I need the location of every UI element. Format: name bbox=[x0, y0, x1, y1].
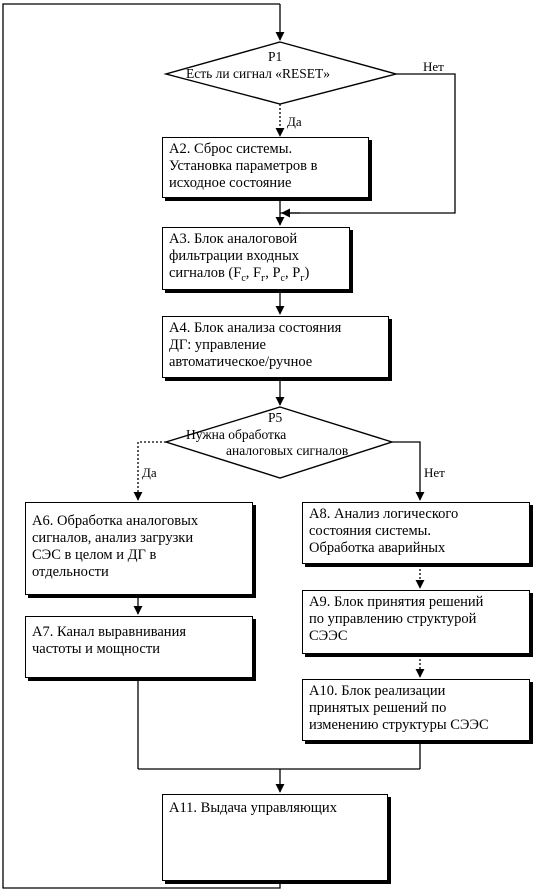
a8-line3: Обработка аварийных bbox=[309, 540, 446, 556]
a2-line1: А2. Сброс системы. bbox=[169, 141, 293, 157]
a9-line3: СЭЭС bbox=[309, 628, 348, 644]
a3-sep2: , P bbox=[265, 265, 281, 281]
a6-line3: СЭС в целом и ДГ в bbox=[32, 547, 157, 563]
a7-line2: частоты и мощности bbox=[32, 641, 160, 657]
a6-line1: А6. Обработка аналоговых bbox=[32, 513, 199, 529]
p5-question-line1: Нужна обработка bbox=[186, 427, 287, 442]
a3-line2: фильтрации входных bbox=[169, 248, 300, 264]
a7-line1: А7. Канал выравнивания bbox=[32, 624, 186, 640]
a9-line2: по управлению структурой bbox=[309, 611, 477, 627]
p5-no-line bbox=[392, 442, 420, 500]
a3-sub-fg: г bbox=[261, 272, 266, 284]
p5-question-line2: аналоговых сигналов bbox=[226, 443, 349, 458]
a3-sep1: , F bbox=[245, 265, 262, 281]
block-a7 bbox=[25, 616, 253, 678]
a4-line1: А4. Блок анализа состояния bbox=[169, 320, 342, 336]
a6-line4: отдельности bbox=[32, 564, 109, 580]
p5-id: P5 bbox=[268, 410, 283, 425]
block-a4 bbox=[162, 316, 389, 378]
p5-no-label: Нет bbox=[424, 465, 445, 480]
p1-yes-label: Да bbox=[287, 114, 302, 129]
block-a2 bbox=[162, 137, 369, 198]
block-a11 bbox=[162, 794, 388, 881]
a10-line1: А10. Блок реализации bbox=[309, 683, 446, 699]
a9-line1: А9. Блок принятия решений bbox=[309, 594, 484, 610]
a3-sep3: , P bbox=[285, 265, 301, 281]
p5-yes-label: Да bbox=[142, 465, 157, 480]
a3-sub-pc: с bbox=[280, 272, 285, 284]
block-a6 bbox=[25, 502, 253, 595]
a4-line2: ДГ: управление bbox=[169, 337, 266, 353]
p1-id: P1 bbox=[268, 49, 283, 64]
a10-line2: принятых решений по bbox=[309, 700, 447, 716]
a6-line2: сигналов, анализ загрузки bbox=[32, 530, 194, 546]
a4-line3: автоматическое/ручное bbox=[169, 354, 313, 370]
a8-line1: А8. Анализ логического bbox=[309, 506, 459, 522]
a3-line3-suffix: ) bbox=[304, 265, 310, 281]
a10-line3: изменению структуры СЭЭС bbox=[309, 717, 489, 733]
block-a8 bbox=[302, 502, 530, 564]
p1-question: Есть ли сигнал «RESET» bbox=[186, 66, 330, 81]
block-a10 bbox=[302, 679, 530, 741]
a8-line2: состояния системы. bbox=[309, 523, 432, 539]
a3-sub-fc: с bbox=[241, 272, 246, 284]
a3-line1: А3. Блок аналоговой bbox=[169, 231, 298, 247]
block-a9 bbox=[302, 590, 530, 654]
a3-line3-prefix: сигналов (F bbox=[169, 265, 242, 281]
p1-no-label: Нет bbox=[423, 59, 444, 74]
a3-line3 bbox=[169, 265, 343, 287]
a2-line2: Установка параметров в bbox=[169, 158, 318, 174]
block-a3 bbox=[162, 227, 350, 290]
a2-line3: исходное состояние bbox=[169, 175, 292, 191]
a11-line1: А11. Выдача управляющих bbox=[169, 800, 337, 816]
a3-sub-pg: г bbox=[300, 272, 305, 284]
